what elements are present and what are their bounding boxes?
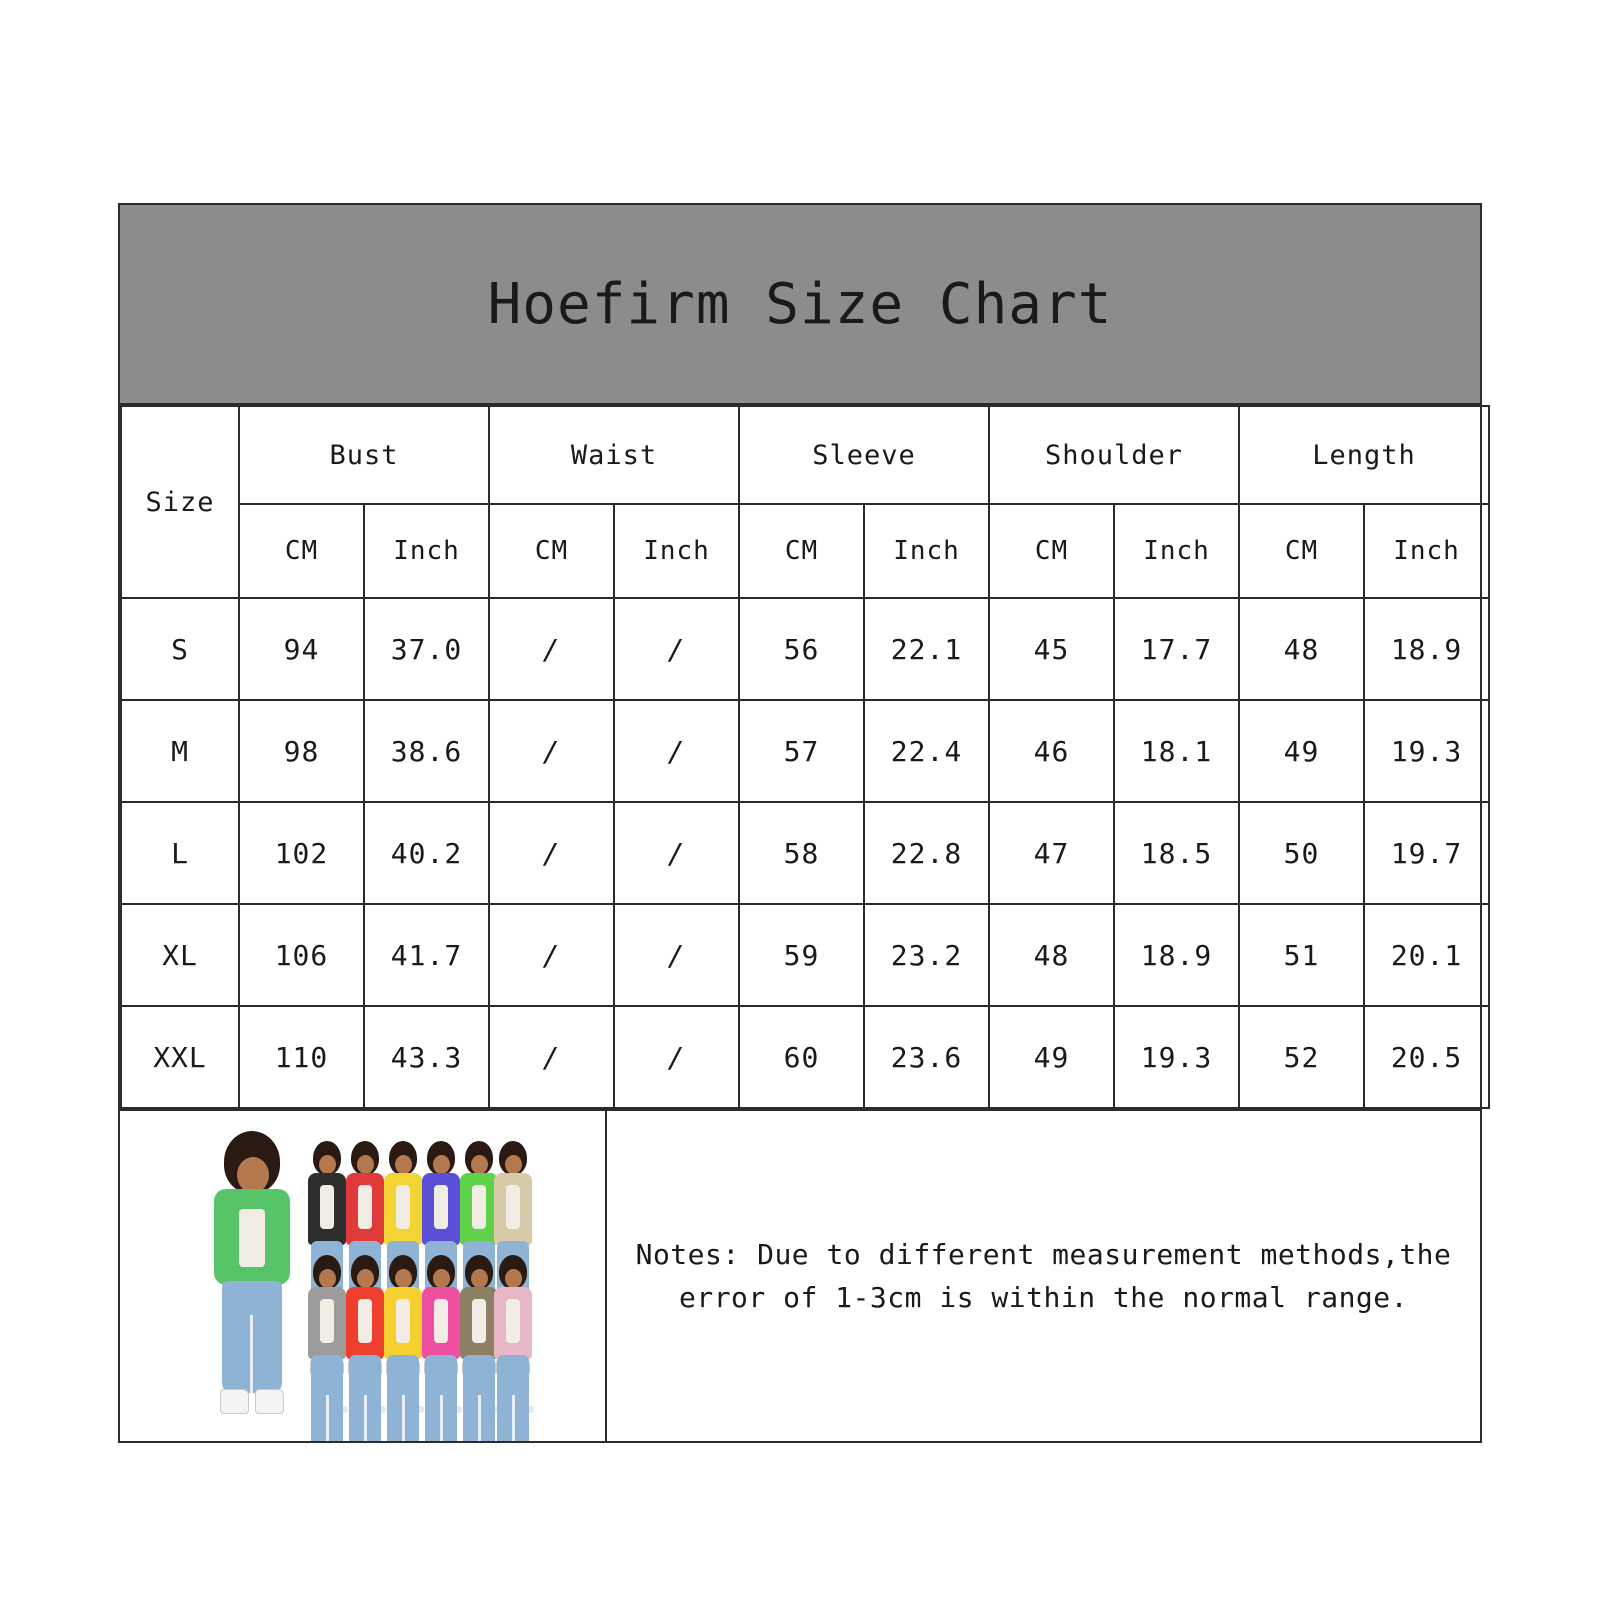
cell-waist-cm: / xyxy=(489,1006,614,1108)
cell-size: L xyxy=(121,802,239,904)
cell-waist-cm: / xyxy=(489,700,614,802)
unit-header-shoulder-cm: CM xyxy=(989,504,1114,598)
table-group-header-row xyxy=(121,406,1489,504)
cell-bust-cm: 94 xyxy=(239,598,364,700)
cell-shoulder-cm: 46 xyxy=(989,700,1114,802)
cell-size: XL xyxy=(121,904,239,1006)
cell-sleeve-inch: 23.6 xyxy=(864,1006,989,1108)
cell-waist-cm: / xyxy=(489,598,614,700)
cell-waist-cm: / xyxy=(489,802,614,904)
cell-size: M xyxy=(121,700,239,802)
table-unit-header-row xyxy=(121,504,1489,598)
page-title: Hoefirm Size Chart xyxy=(487,271,1113,337)
cell-length-cm: 50 xyxy=(1239,802,1364,904)
cell-length-inch: 19.3 xyxy=(1364,700,1489,802)
unit-header-sleeve-inch: Inch xyxy=(864,504,989,598)
cell-bust-cm: 102 xyxy=(239,802,364,904)
cell-waist-inch: / xyxy=(614,904,739,1006)
chart-header xyxy=(120,205,1480,405)
cell-length-cm: 48 xyxy=(1239,598,1364,700)
cell-shoulder-cm: 49 xyxy=(989,1006,1114,1108)
cell-bust-cm: 110 xyxy=(239,1006,364,1108)
table-row xyxy=(121,802,1489,904)
cell-length-cm: 51 xyxy=(1239,904,1364,1006)
cell-length-inch: 20.5 xyxy=(1364,1006,1489,1108)
cell-bust-inch: 41.7 xyxy=(364,904,489,1006)
model-figure-main xyxy=(206,1131,298,1421)
unit-header-waist-inch: Inch xyxy=(614,504,739,598)
cell-waist-inch: / xyxy=(614,598,739,700)
cell-sleeve-cm: 60 xyxy=(739,1006,864,1108)
cell-shoulder-inch: 19.3 xyxy=(1114,1006,1239,1108)
cell-bust-cm: 106 xyxy=(239,904,364,1006)
product-image-cell xyxy=(120,1109,607,1441)
cell-sleeve-inch: 22.1 xyxy=(864,598,989,700)
cell-waist-inch: / xyxy=(614,700,739,802)
column-group-sleeve: Sleeve xyxy=(739,406,989,504)
cell-bust-inch: 43.3 xyxy=(364,1006,489,1108)
size-chart-card xyxy=(118,203,1482,1443)
cell-sleeve-inch: 22.4 xyxy=(864,700,989,802)
cell-bust-inch: 38.6 xyxy=(364,700,489,802)
cell-length-inch: 20.1 xyxy=(1364,904,1489,1006)
model-figure-variant xyxy=(490,1255,536,1441)
jeans-shape xyxy=(222,1281,282,1393)
cell-sleeve-cm: 59 xyxy=(739,904,864,1006)
notes-text: Notes: Due to different measurement methods,the error of 1-3cm is within the normal range. xyxy=(635,1237,1452,1314)
cell-bust-inch: 37.0 xyxy=(364,598,489,700)
cell-shoulder-inch: 18.5 xyxy=(1114,802,1239,904)
table-row xyxy=(121,598,1489,700)
cell-shoulder-inch: 18.9 xyxy=(1114,904,1239,1006)
notes-cell xyxy=(607,1109,1480,1441)
unit-header-shoulder-inch: Inch xyxy=(1114,504,1239,598)
column-header-size: Size xyxy=(121,406,239,598)
cell-shoulder-cm: 45 xyxy=(989,598,1114,700)
cell-shoulder-cm: 48 xyxy=(989,904,1114,1006)
cell-length-cm: 52 xyxy=(1239,1006,1364,1108)
unit-header-sleeve-cm: CM xyxy=(739,504,864,598)
cell-shoulder-cm: 47 xyxy=(989,802,1114,904)
column-group-shoulder: Shoulder xyxy=(989,406,1239,504)
column-group-bust: Bust xyxy=(239,406,489,504)
cell-sleeve-cm: 56 xyxy=(739,598,864,700)
product-illustration xyxy=(198,1131,528,1421)
cell-length-cm: 49 xyxy=(1239,700,1364,802)
cell-length-inch: 18.9 xyxy=(1364,598,1489,700)
cell-waist-inch: / xyxy=(614,802,739,904)
cell-size: XXL xyxy=(121,1006,239,1108)
unit-header-length-cm: CM xyxy=(1239,504,1364,598)
table-row xyxy=(121,904,1489,1006)
cell-length-inch: 19.7 xyxy=(1364,802,1489,904)
cell-waist-cm: / xyxy=(489,904,614,1006)
cell-sleeve-cm: 57 xyxy=(739,700,864,802)
chart-footer xyxy=(120,1109,1480,1441)
column-group-waist: Waist xyxy=(489,406,739,504)
cell-sleeve-inch: 22.8 xyxy=(864,802,989,904)
table-row xyxy=(121,700,1489,802)
table-row xyxy=(121,1006,1489,1108)
cell-shoulder-inch: 18.1 xyxy=(1114,700,1239,802)
unit-header-bust-inch: Inch xyxy=(364,504,489,598)
shoes-shape xyxy=(220,1389,284,1413)
cell-shoulder-inch: 17.7 xyxy=(1114,598,1239,700)
cell-bust-cm: 98 xyxy=(239,700,364,802)
cell-sleeve-cm: 58 xyxy=(739,802,864,904)
cell-size: S xyxy=(121,598,239,700)
face-shape xyxy=(237,1157,269,1193)
size-table xyxy=(120,405,1490,1109)
cell-sleeve-inch: 23.2 xyxy=(864,904,989,1006)
cell-waist-inch: / xyxy=(614,1006,739,1108)
column-group-length: Length xyxy=(1239,406,1489,504)
unit-header-waist-cm: CM xyxy=(489,504,614,598)
top-shape xyxy=(239,1209,265,1267)
unit-header-length-inch: Inch xyxy=(1364,504,1489,598)
cell-bust-inch: 40.2 xyxy=(364,802,489,904)
unit-header-bust-cm: CM xyxy=(239,504,364,598)
